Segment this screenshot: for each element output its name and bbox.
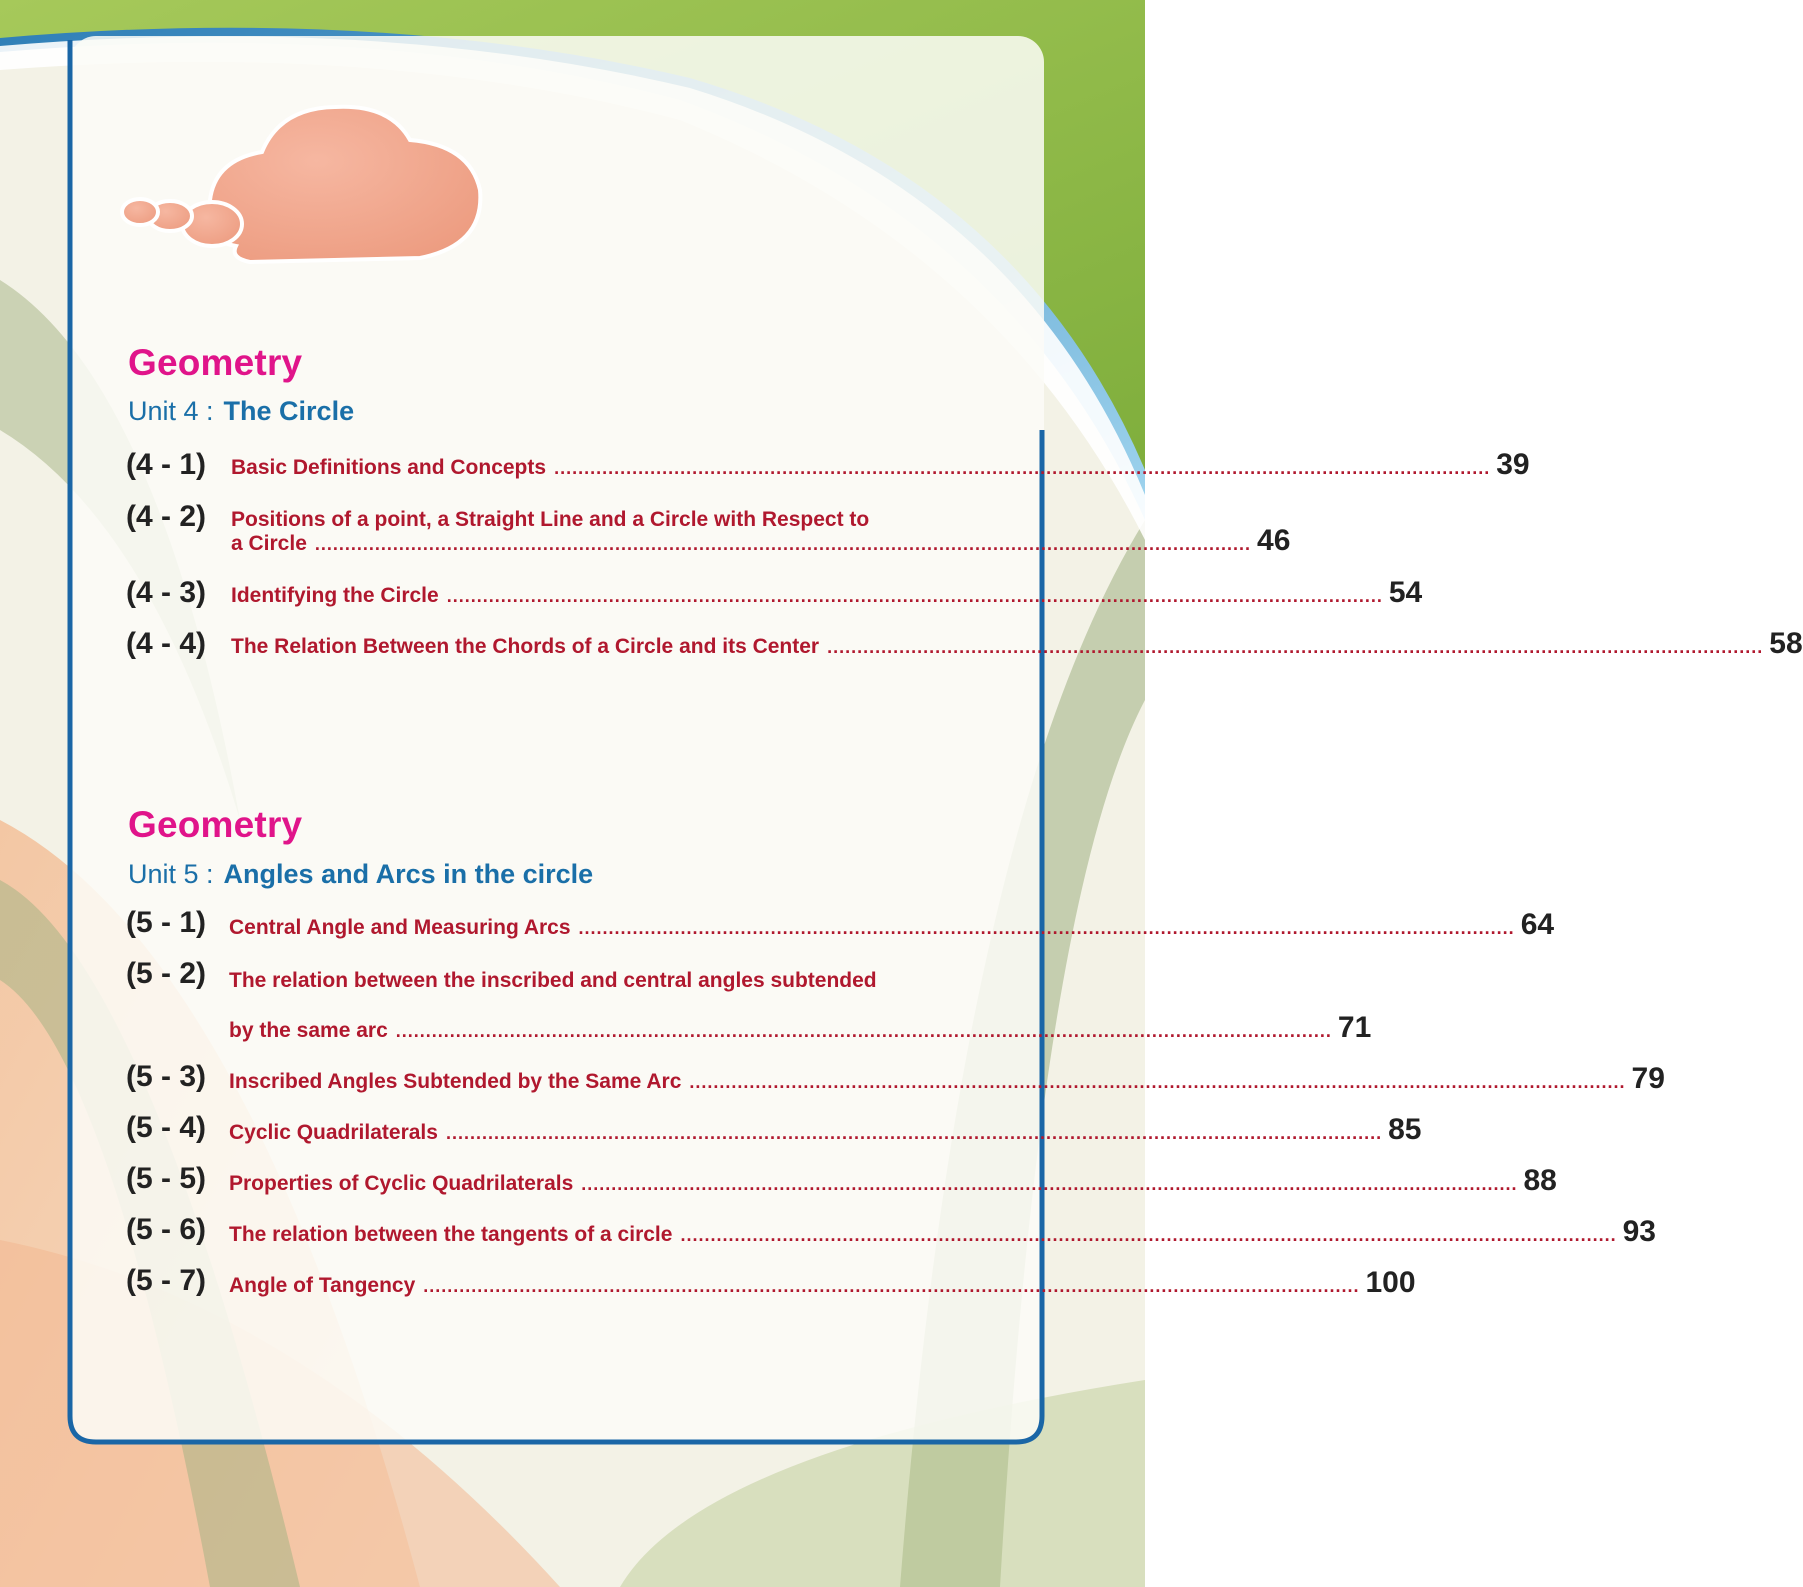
dot-leader: ............................................................................................................................................................ (680, 1225, 1617, 1245)
page-number: 71 (1337, 1011, 1372, 1044)
dot-leader: ............................................................................................................................................................ (689, 1072, 1626, 1092)
page-number: 58 (1769, 627, 1803, 660)
dot-leader: ............................................................................................................................................................ (423, 1276, 1360, 1296)
section-title: Geometry (128, 804, 303, 845)
lesson-number: (5 - 5) (126, 1162, 207, 1195)
dot-leader: ............................................................................................................................................................ (446, 586, 1383, 606)
lesson-number: (4 - 1) (126, 448, 207, 481)
page-number: 54 (1388, 576, 1423, 609)
lesson-title: Properties of Cyclic Quadrilaterals (229, 1172, 574, 1195)
lesson-title: Inscribed Angles Subtended by the Same Arc (229, 1070, 682, 1093)
lesson-number: (4 - 2) (126, 500, 207, 533)
lesson-title: by the same arc (229, 1019, 388, 1042)
page-number: 64 (1520, 908, 1555, 941)
dot-leader: ............................................................................................................................................................ (581, 1174, 1518, 1194)
section-title: Geometry (128, 342, 303, 383)
lesson-number: (5 - 3) (126, 1060, 207, 1093)
lesson-title: Angle of Tangency (229, 1274, 416, 1297)
unit-title (128, 396, 354, 427)
lesson-title-line1: Positions of a point, a Straight Line and a Circle with Respect to (231, 508, 870, 531)
page-number: 79 (1631, 1062, 1665, 1095)
unit-name: Angles and Arcs in the circle (223, 859, 594, 889)
lesson-title-line1: The relation between the inscribed and central angles subtended (229, 969, 877, 992)
lesson-title: Cyclic Quadrilaterals (229, 1121, 438, 1144)
unit-name: The Circle (223, 396, 355, 426)
lesson-number: (5 - 1) (126, 906, 207, 939)
lesson-title: The relation between the tangents of a circle (229, 1223, 673, 1246)
dot-leader: ............................................................................................................................................................ (827, 637, 1764, 657)
lesson-number: (4 - 3) (126, 576, 207, 609)
page-number: 100 (1365, 1266, 1416, 1299)
dot-leader: ............................................................................................................................................................ (314, 534, 1252, 554)
lesson-number: (5 - 4) (126, 1111, 207, 1144)
unit-label: Unit 5 : (128, 859, 214, 889)
lesson-title: Identifying the Circle (231, 584, 439, 607)
dot-leader: ............................................................................................................................................................ (445, 1123, 1383, 1143)
page-number: 88 (1523, 1164, 1557, 1197)
page-number: 46 (1257, 524, 1291, 557)
lesson-title: Basic Definitions and Concepts (231, 456, 547, 479)
unit-title (128, 859, 593, 890)
page-number: 93 (1622, 1215, 1656, 1248)
page-number: 39 (1496, 448, 1530, 481)
lesson-title: Central Angle and Measuring Arcs (229, 916, 571, 939)
dot-leader: ............................................................................................................................................................ (578, 918, 1515, 938)
page-number: 85 (1388, 1113, 1422, 1146)
dot-leader: ............................................................................................................................................................ (554, 458, 1491, 478)
lesson-title: The Relation Between the Chords of a Circle and its Center (231, 635, 820, 658)
unit-label: Unit 4 : (128, 396, 214, 426)
lesson-number: (5 - 6) (126, 1213, 207, 1246)
dot-leader: ............................................................................................................................................................ (395, 1021, 1332, 1041)
lesson-number: (4 - 4) (126, 627, 207, 660)
lesson-number: (5 - 7) (126, 1264, 207, 1297)
lesson-number: (5 - 2) (126, 957, 207, 990)
lesson-title: a Circle (231, 532, 307, 555)
